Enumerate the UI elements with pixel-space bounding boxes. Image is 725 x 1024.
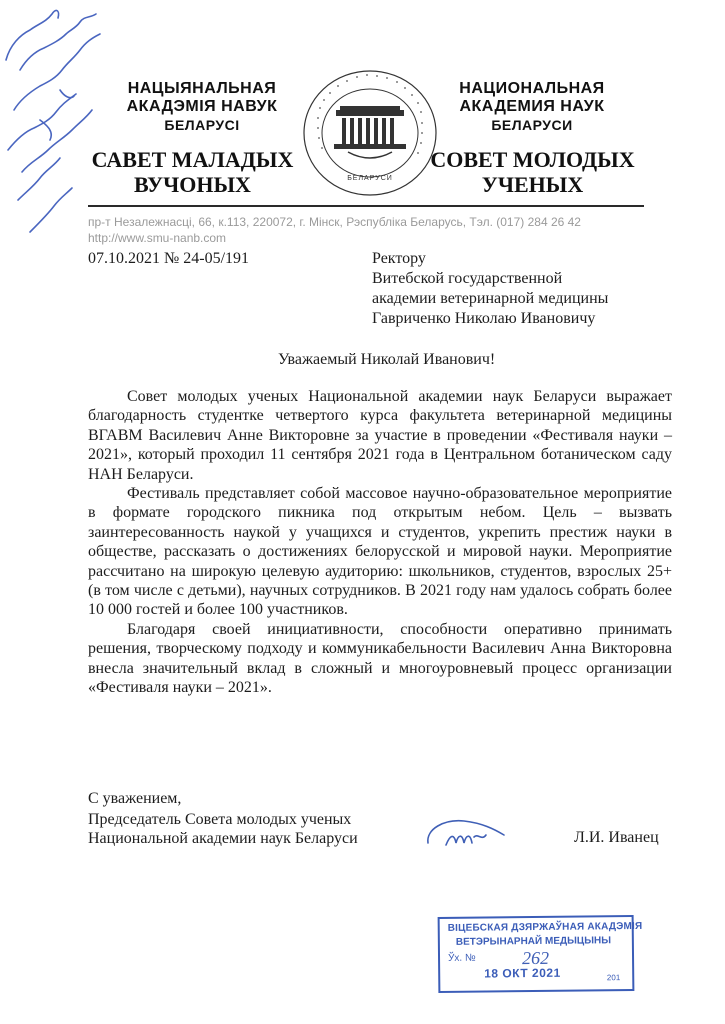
closing: С уважением, [88,790,182,807]
body-paragraph: Совет молодых ученых Национальной академии наук Беларуси выражает благодарность студентке четвертого курса факультета ветеринарной медицины ВГАВМ Василевич Анне Викторовне за участие в проведении «Фестиваля науки – 2021», который проходил 11 сентября 2021 года в Центральном ботаническом саду НАН Беларуси. [88,388,672,483]
signer-name: Л.И. Иванец [574,829,659,846]
salutation: Уважаемый Николай Иванович! [278,351,496,368]
letter-body [88,387,672,698]
org-name-ru [432,80,632,134]
org-name-ru-line2: АКАДЕМИЯ НАУК [459,98,605,115]
signer-title-line: Национальной академии наук Беларуси [88,830,358,847]
handwritten-signature [424,815,514,855]
body-paragraph: Благодаря своей инициативности, способности оперативно принимать решения, творческому подходу и коммуникабельности Василевич Анна Викторовна внесла значительный вклад в сложный и многоуровневый процесс организации «Фестиваля науки – 2021». [88,620,672,697]
handwritten-resolution [0,0,110,245]
org-name-ru-line3: БЕЛАРУСИ [491,117,573,133]
stamp-date: 18 ОКТ 2021 [484,965,561,981]
stamp-year: 201 [606,973,621,983]
stamp-vx-label: Ўх. № [447,952,476,964]
council-name-by [80,147,305,197]
org-name-by-line3: БЕЛАРУСІ [164,117,240,133]
stamp-line1: ВІЦЕБСКАЯ ДЗЯРЖАЎНАЯ АКАДЭМІЯ [447,920,643,934]
council-name-ru-line2: УЧЕНЫХ [481,172,584,197]
council-name-ru [420,147,645,197]
addressee-line: академии ветеринарной медицины [372,290,609,307]
council-name-by-line2: ВУЧОНЫХ [134,172,251,197]
registration-stamp [438,915,643,993]
emblem-text: БЕЛАРУСИ [347,175,393,182]
stamp-number: 262 [521,947,550,969]
org-name-ru-line1: НАЦИОНАЛЬНАЯ [459,80,605,97]
stamp-line2: ВЕТЭРЫНАРНАЙ МЕДЫЦЫНЫ [455,935,612,948]
org-name-by-line2: АКАДЭМІЯ НАВУК [126,98,278,115]
org-name-by-line1: НАЦЫЯНАЛЬНАЯ [127,80,277,97]
addressee-line: Ректору [372,250,426,267]
body-paragraph: Фестиваль представляет собой массовое научно-образовательное мероприятие в формате городского пикника под открытым небом. Цель – вызвать заинтересованность наукой у учащихся и студентов, укрепить престиж науки в обществе, рассказать о достижениях белорусской и мировой науки. Мероприятие рассчитано на широкую целевую аудиторию: школьников, студентов, взрослых 25+ (в том числе с детьми), научных сотрудников. В 2021 году нам удалось собрать более 10 000 гостей и более 100 участников. [88,485,672,619]
addressee-block [372,249,672,329]
header-divider [88,205,644,207]
addressee-line: Витебской государственной [372,270,563,287]
council-name-ru-line1: СОВЕТ МОЛОДЫХ [430,147,635,172]
signer-title-line: Председатель Совета молодых ученых [88,811,352,828]
council-name-by-line1: САВЕТ МАЛАДЫХ [91,147,294,172]
contact-website: http://www.smu-nanb.com [88,231,227,245]
contact-address: пр-т Незалежнасці, 66, к.113, 220072, г. Мінск, Рэспубліка Беларусь, Тэл. (017) 284 26 42 [88,215,581,229]
org-name-by [102,80,302,134]
addressee-line: Гавриченко Николаю Ивановичу [372,310,596,327]
council-emblem-logo [300,68,440,198]
signer-title [88,810,358,848]
letter-reference: 07.10.2021 № 24-05/191 [88,250,250,267]
